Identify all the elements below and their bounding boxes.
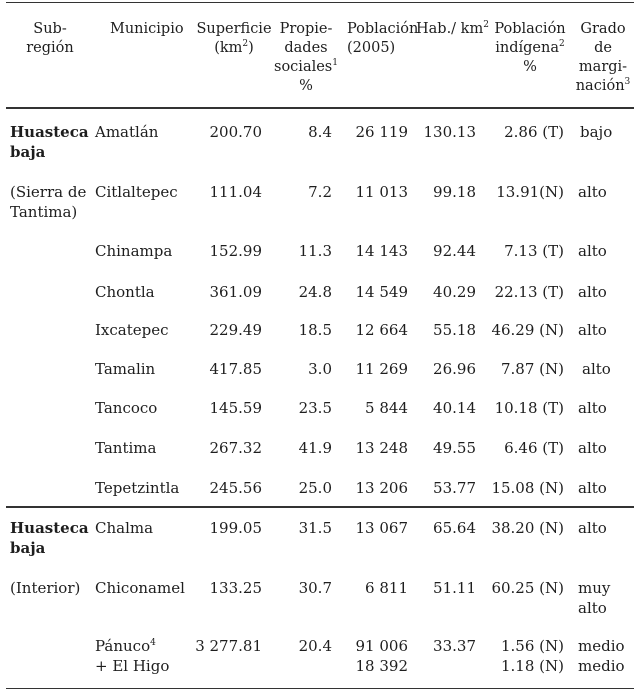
header-rule: [6, 107, 634, 109]
cell-grado: bajo: [580, 123, 613, 141]
cell-superficie: 145.59: [209, 399, 262, 417]
cell-grado: alto: [578, 519, 607, 537]
cell-poblacion-indigena: 10.18 (T): [494, 399, 564, 417]
cell-grado: alto: [578, 321, 607, 339]
cell-propiedades: 20.4: [298, 637, 332, 655]
cell-hab-km2: 40.29: [433, 283, 476, 301]
cell-poblacion-indigena: 7.87 (N): [501, 360, 564, 378]
subregion-name: Huasteca baja: [10, 123, 89, 161]
cell-poblacion-indigena: 13.91(N): [496, 183, 564, 201]
cell-poblacion: 5 844: [365, 399, 408, 417]
cell-hab-km2: 53.77: [433, 479, 476, 497]
cell-poblacion: 6 811: [365, 579, 408, 597]
cell-superficie: 200.70: [209, 123, 262, 141]
cell-municipio: Chinampa: [95, 242, 173, 260]
cell-propiedades: 8.4: [308, 123, 332, 141]
cell-hab-km2: 26.96: [433, 360, 476, 378]
cell-municipio: Tamalin: [95, 360, 156, 378]
cell-poblacion: 14 549: [355, 283, 408, 301]
cell-municipio: Amatlán: [95, 123, 159, 141]
header-superficie: Superficie $(km^2)$: [196, 21, 272, 56]
cell-propiedades: 25.0: [298, 479, 332, 497]
cell-hab-km2: 51.11: [433, 579, 476, 597]
cell-poblacion-indigena: 46.29 (N): [491, 321, 564, 339]
cell-superficie: 3 277.81: [195, 637, 262, 655]
cell-municipio: Chontla: [95, 283, 155, 301]
header-grado-marginacion: Grado de margi- nación$^3$: [575, 21, 631, 94]
cell-municipio: Tepetzintla: [95, 479, 180, 497]
header-municipio: Municipio: [110, 21, 184, 37]
cell-propiedades: 7.2: [308, 183, 332, 201]
cell-propiedades: 24.8: [298, 283, 332, 301]
cell-grado: alto: [578, 183, 607, 201]
cell-grado: alto: [578, 242, 607, 260]
cell-poblacion-indigena: 6.46 (T): [504, 439, 564, 457]
cell-municipio: Pánuco$^4$ + El Higo: [95, 637, 170, 675]
subregion-name: Huasteca baja: [10, 519, 89, 557]
cell-hab-km2: 33.37: [433, 637, 476, 655]
cell-superficie: 361.09: [209, 283, 262, 301]
cell-propiedades: 18.5: [298, 321, 332, 339]
cell-grado: alto: [582, 360, 611, 378]
cell-poblacion-indigena: 60.25 (N): [491, 579, 564, 597]
cell-poblacion: 91 006 18 392: [355, 637, 408, 675]
cell-grado: alto: [578, 283, 607, 301]
cell-propiedades: 3.0: [308, 360, 332, 378]
cell-superficie: 229.49: [209, 321, 262, 339]
cell-propiedades: 30.7: [298, 579, 332, 597]
cell-superficie: 111.04: [209, 183, 262, 201]
cell-hab-km2: 130.13: [423, 123, 476, 141]
cell-superficie: 417.85: [209, 360, 262, 378]
cell-hab-km2: 65.64: [433, 519, 476, 537]
cell-municipio: Chalma: [95, 519, 154, 537]
cell-poblacion: 26 119: [355, 123, 408, 141]
subregion-detail: (Sierra de Tantima): [10, 183, 87, 221]
cell-propiedades: 23.5: [298, 399, 332, 417]
header-poblacion-indigena: Población indígena$^2$ %: [494, 21, 566, 75]
cell-poblacion-indigena: 7.13 (T): [504, 242, 564, 260]
cell-municipio: Tancoco: [95, 399, 158, 417]
cell-hab-km2: 99.18: [433, 183, 476, 201]
cell-superficie: 199.05: [209, 519, 262, 537]
cell-hab-km2: 92.44: [433, 242, 476, 260]
cell-municipio: Tantima: [95, 439, 157, 457]
cell-poblacion: 14 143: [355, 242, 408, 260]
cell-grado: alto: [578, 479, 607, 497]
header-hab-km2: Hab./ $km^2$: [416, 20, 489, 37]
cell-grado: medio medio: [578, 637, 625, 675]
cell-poblacion-indigena: 22.13 (T): [494, 283, 564, 301]
cell-poblacion: 13 248: [355, 439, 408, 457]
cell-poblacion-indigena: 38.20 (N): [491, 519, 564, 537]
cell-grado: alto: [578, 399, 607, 417]
cell-poblacion: 13 206: [355, 479, 408, 497]
cell-municipio: Ixcatepec: [95, 321, 169, 339]
cell-hab-km2: 55.18: [433, 321, 476, 339]
subregion-detail: (Interior): [10, 579, 81, 597]
cell-poblacion-indigena: 1.56 (N) 1.18 (N): [501, 637, 564, 675]
cell-propiedades: 41.9: [298, 439, 332, 457]
cell-propiedades: 31.5: [298, 519, 332, 537]
header-subregion: Sub- región: [26, 21, 74, 56]
cell-grado: alto: [578, 439, 607, 457]
cell-superficie: 133.25: [209, 579, 262, 597]
cell-poblacion: 11 269: [355, 360, 408, 378]
cell-hab-km2: 49.55: [433, 439, 476, 457]
cell-superficie: 245.56: [209, 479, 262, 497]
cell-poblacion-indigena: 2.86 (T): [504, 123, 564, 141]
cell-poblacion-indigena: 15.08 (N): [491, 479, 564, 497]
cell-superficie: 267.32: [209, 439, 262, 457]
cell-grado: muy alto: [578, 579, 611, 617]
bottom-rule: [6, 688, 634, 689]
cell-municipio: Citlaltepec: [95, 183, 178, 201]
header-poblacion: Población (2005): [347, 21, 419, 56]
cell-superficie: 152.99: [209, 242, 262, 260]
section-divider-rule: [6, 506, 634, 508]
top-rule: [6, 2, 634, 3]
header-propiedades: Propie- dades sociales$^1$ %: [274, 21, 338, 94]
cell-poblacion: 13 067: [355, 519, 408, 537]
cell-municipio: Chiconamel: [95, 579, 185, 597]
cell-poblacion: 12 664: [355, 321, 408, 339]
cell-poblacion: 11 013: [355, 183, 408, 201]
cell-hab-km2: 40.14: [433, 399, 476, 417]
cell-propiedades: 11.3: [298, 242, 332, 260]
